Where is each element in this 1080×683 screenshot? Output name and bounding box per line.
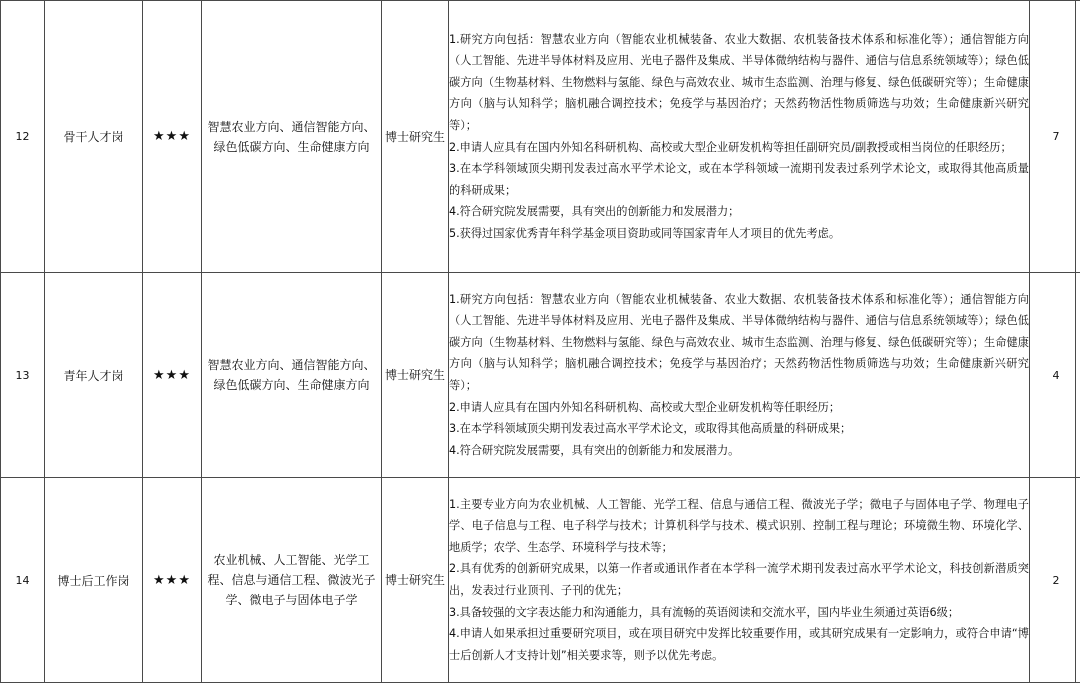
row-number: 13 <box>1 273 45 478</box>
requirement-item: 1.主要专业方向为农业机械、人工智能、光学工程、信息与通信工程、微波光子学；微电子与固体电子学、物理电子学、电子信息与工程、电子科学与技术；计算机科学与技术、模式识别、控制工程与理论；环境微生物、环境化学、地质学；农学、生态学、环境科学与技术等； <box>449 497 1029 554</box>
headcount: 4 <box>1030 273 1080 478</box>
job-requirements <box>449 1 1030 273</box>
headcount: 2 <box>1030 478 1080 683</box>
requirement-item: 1.研究方向包括：智慧农业方向（智能农业机械装备、农业大数据、农机装备技术体系和标准化等）；通信智能方向（人工智能、先进半导体材料及应用、光电子器件及集成、半导体微纳结构与器件、通信与信息系统领域等）；绿色低碳方向（生物基材料、生物燃料与氢能、绿色与高效农业、城市生态监测、治理与修复、绿色低碳研究等）；生命健康方向（脑与认知科学；脑机融合调控技术；免疫学与基因治疗；天然药物活性物质筛选与功效；生命健康新兴研究等）； <box>449 292 1029 392</box>
position-level: ★★★ <box>143 478 202 683</box>
research-field: 农业机械、人工智能、光学工程、信息与通信工程、微波光子学、微电子与固体电子学 <box>202 478 382 683</box>
requirement-item: 2.具有优秀的创新研究成果，以第一作者或通讯作者在本学科一流学术期刊发表过高水平学术论文，科技创新潜质突出，发表过行业顶刊、子刊的优先； <box>449 562 1029 597</box>
requirement-item: 3.具备较强的文字表达能力和沟通能力，具有流畅的英语阅读和交流水平，国内毕业生须通过英语6级； <box>449 605 960 619</box>
requirement-item: 2.申请人应具有在国内外知名科研机构、高校或大型企业研发机构等任职经历； <box>449 400 841 414</box>
table-row <box>1 1 1080 273</box>
degree-requirement: 博士研究生 <box>382 478 449 683</box>
headcount: 7 <box>1030 1 1080 273</box>
job-requirements <box>449 273 1030 478</box>
requirement-item: 3.在本学科领域顶尖期刊发表过高水平学术论文，或在本学科领域一流期刊发表过系列学术论文，或取得其他高质量的科研成果； <box>449 162 1029 197</box>
degree-requirement: 博士研究生 <box>382 1 449 273</box>
requirement-item: 4.申请人如果承担过重要研究项目，或在项目研究中发挥比较重要作用，或其研究成果有一定影响力，或符合申请“博士后创新人才支持计划”相关要求等，则予以优先考虑。 <box>449 627 1029 662</box>
requirement-item: 5.获得过国家优秀青年科学基金项目资助或同等国家青年人才项目的优先考虑。 <box>449 226 841 240</box>
position-name: 博士后工作岗 <box>45 478 143 683</box>
requirement-item: 4.符合研究院发展需要，具有突出的创新能力和发展潜力。 <box>449 443 740 457</box>
table-row <box>1 273 1080 478</box>
position-name: 骨干人才岗 <box>45 1 143 273</box>
research-field: 智慧农业方向、通信智能方向、绿色低碳方向、生命健康方向 <box>202 1 382 273</box>
requirement-item: 3.在本学科领域顶尖期刊发表过高水平学术论文，或取得其他高质量的科研成果； <box>449 422 852 436</box>
row-number: 14 <box>1 478 45 683</box>
requirement-item: 4.符合研究院发展需要，具有突出的创新能力和发展潜力； <box>449 205 740 219</box>
requirement-item: 1.研究方向包括：智慧农业方向（智能农业机械装备、农业大数据、农机装备技术体系和标准化等）；通信智能方向（人工智能、先进半导体材料及应用、光电子器件及集成、半导体微纳结构与器件、通信与信息系统领域等）；绿色低碳方向（生物基材料、生物燃料与氢能、绿色与高效农业、城市生态监测、治理与修复、绿色低碳研究等）；生命健康方向（脑与认知科学；脑机融合调控技术；免疫学与基因治疗；天然药物活性物质筛选与功效；生命健康新兴研究等）； <box>449 32 1029 132</box>
table-right-border <box>1075 0 1076 683</box>
row-number: 12 <box>1 1 45 273</box>
degree-requirement: 博士研究生 <box>382 273 449 478</box>
position-level: ★★★ <box>143 1 202 273</box>
table-row <box>1 478 1080 683</box>
job-requirements <box>449 478 1030 683</box>
research-field: 智慧农业方向、通信智能方向、绿色低碳方向、生命健康方向 <box>202 273 382 478</box>
requirement-item: 2.申请人应具有在国内外知名科研机构、高校或大型企业研发机构等担任副研究员/副教授或相当岗位的任职经历； <box>449 140 1012 154</box>
position-name: 青年人才岗 <box>45 273 143 478</box>
position-level: ★★★ <box>143 273 202 478</box>
